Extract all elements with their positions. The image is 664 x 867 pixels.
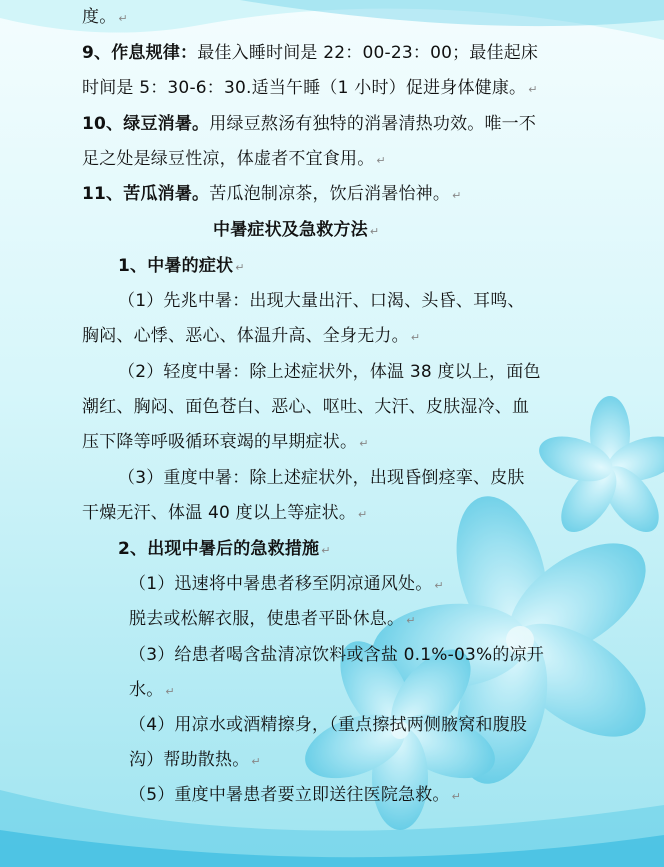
subsection-heading: 1、中暑的症状 ↵ xyxy=(118,256,245,276)
text-line: （1）先兆中暑：出现大量出汗、口渴、头昏、耳鸣、 xyxy=(118,291,525,311)
text-line: 胸闷、心悸、恶心、体温升高、全身无力。 ↵ xyxy=(82,326,421,346)
text-line: （4）用凉水或酒精擦身，（重点擦拭两侧腋窝和腹股 xyxy=(129,715,528,735)
text-line: 脱去或松解衣服，使患者平卧休息。 ↵ xyxy=(129,609,416,629)
text-line: 足之处是绿豆性凉，体虚者不宜食用。 ↵ xyxy=(82,149,386,169)
text-line: 11、苦瓜消暑。苦瓜泡制凉茶，饮后消暑怡神。 ↵ xyxy=(82,184,462,204)
text-line: （2）轻度中暑：除上述症状外，体温 38 度以上，面色 xyxy=(118,362,541,382)
text-line: 水。 ↵ xyxy=(129,680,175,700)
text-line: （3）给患者喝含盐清凉饮料或含盐 0.1%-03%的凉开 xyxy=(129,645,544,665)
text-line: （1）迅速将中暑患者移至阴凉通风处。 ↵ xyxy=(129,574,444,594)
text-line: 干燥无汗、体温 40 度以上等症状。 ↵ xyxy=(82,503,368,523)
text-line: 潮红、胸闷、面色苍白、恶心、呕吐、大汗、皮肤湿冷、血 xyxy=(82,397,530,417)
text-line: 时间是 5：30-6：30.适当午睡（1 小时）促进身体健康。 ↵ xyxy=(82,78,538,98)
subsection-heading: 2、出现中暑后的急救措施 ↵ xyxy=(118,539,331,559)
text-line: （5）重度中暑患者要立即送往医院急救。 ↵ xyxy=(129,785,462,805)
text-line: 度。 ↵ xyxy=(82,7,128,27)
text-line: 9、作息规律：最佳入睡时间是 22：00-23：00；最佳起床 xyxy=(82,43,539,63)
text-line: 沟）帮助散热。 ↵ xyxy=(129,750,261,770)
text-line: 10、绿豆消暑。用绿豆熬汤有独特的消暑清热功效。唯一不 xyxy=(82,114,537,134)
section-title: 中暑症状及急救方法 ↵ xyxy=(213,220,380,240)
text-line: 压下降等呼吸循环衰竭的早期症状。 ↵ xyxy=(82,432,369,452)
text-line: （3）重度中暑：除上述症状外，出现昏倒痉挛、皮肤 xyxy=(118,468,525,488)
